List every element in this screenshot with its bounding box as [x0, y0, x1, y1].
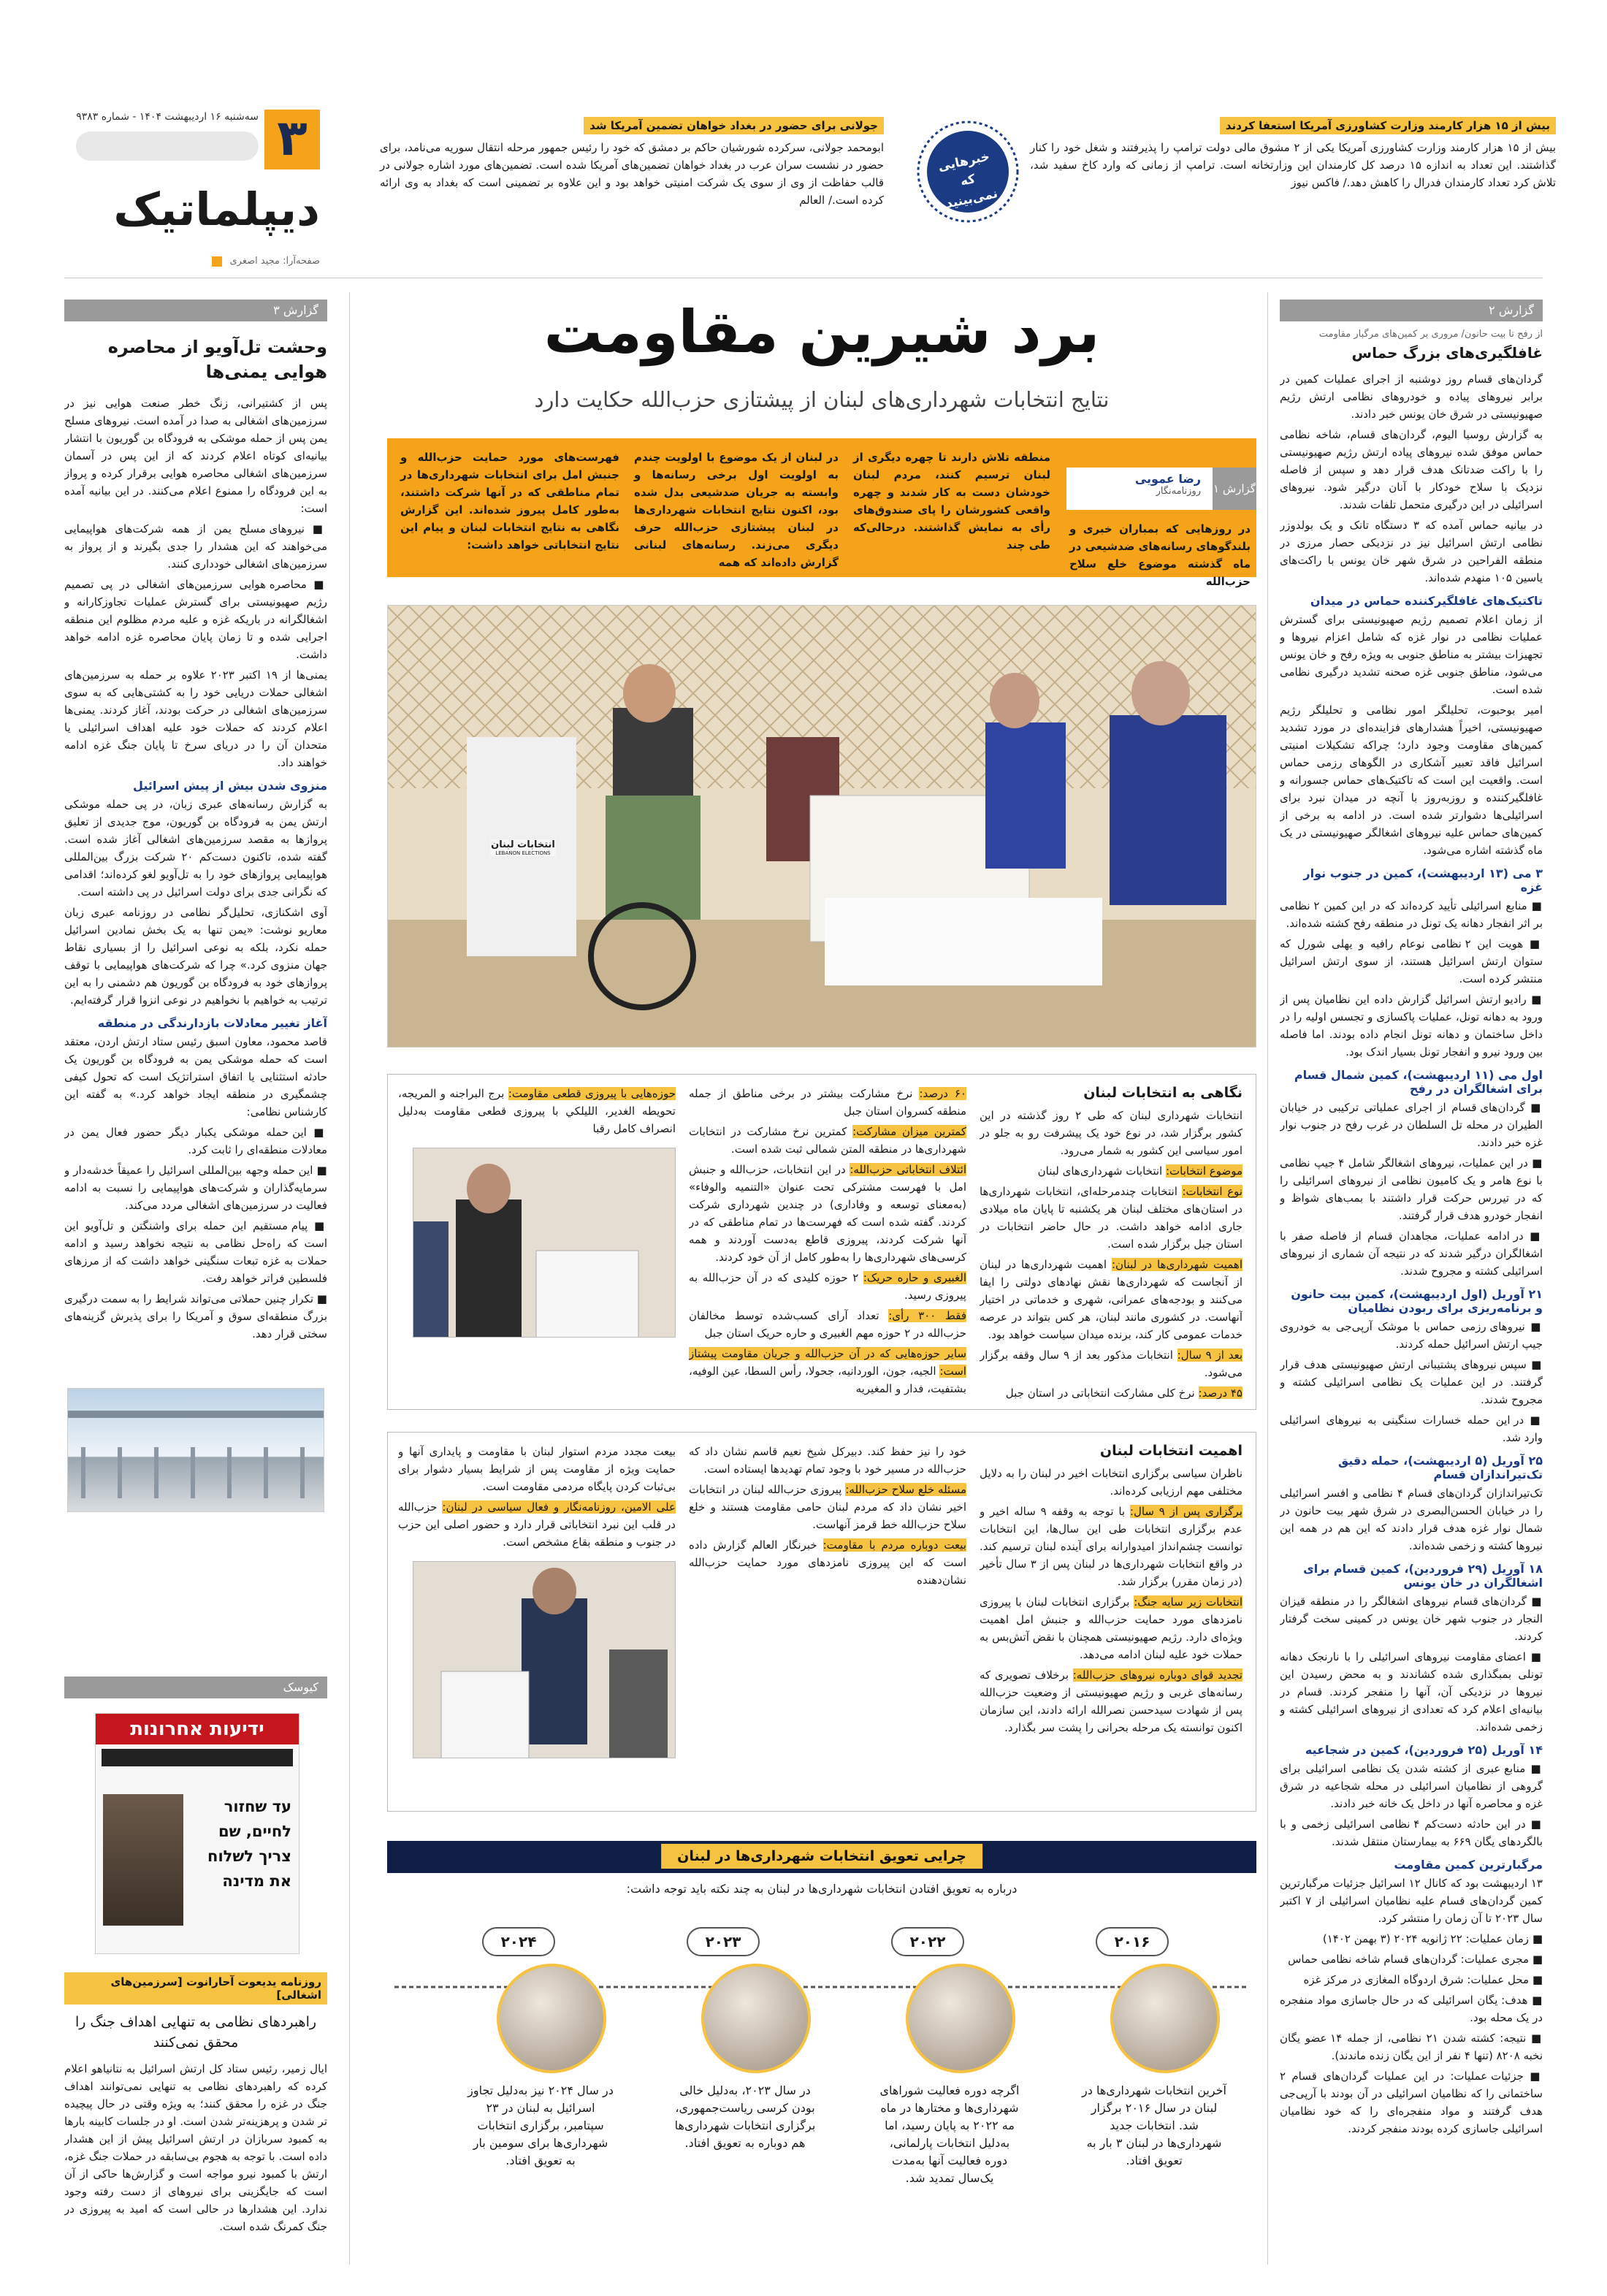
right-b7: ■ نیروهای رزمی حماس با موشک آرپی‌جی به خودروی جیپ ارتش اسرائیل حمله کردند.	[1280, 1320, 1543, 1351]
right-b18: ■ نتیجه: کشته شدن ۲۱ نظامی، از جمله ۱۴ عضو یگان نخبه ۸۲۰۸ (تنها ۴ نفر از این یگان زنده ماندند).	[1280, 2032, 1543, 2062]
left-b1: ■ نیروهای مسلح یمن از همه شرکت‌های هواپیمایی می‌خواهند که این هشدار را جدی بگیرند و از پرواز به سرزمین‌های اشغالی خودداری کنند.	[64, 522, 327, 571]
divider-left	[349, 292, 350, 2265]
section-a-item2: نوع انتخابات: انتخابات چندمرحله‌ای، انتخابات شهرداری‌ها در استان‌های مختلف لبنان هر یکشنبه تا پایان ماه میلادی جاری ادامه خواهد داشت. در حال حاضر انتخابات در استان جبل برگزار شده است.	[980, 1185, 1243, 1251]
right-s3: اول می (۱۱ اردیبهشت)، کمین شمال قسام برای اشغالگران در رفح	[1294, 1068, 1543, 1096]
kiosk-body: ایال زمیر، رئیس ستاد کل ارتش اسرائیل به نتانیاهو اعلام کرده که راهبردهای نظامی به تنهایی نمی‌توانند اهداف جنگ در غزه را محقق کنند؛ به ویژه وقتی در حال پیچیده تر شدن و پرهزینه‌تر شدن است. او در جلسات کابینه بارها به کمبود سربازان در ارتش اسرائیل پیش از این هشدار داده است. با توجه به هجوم بی‌سابقه در حملات جنگ غزه، ارتش با کمبود نیرو مواجه است و گزارش‌ها حاکی از آن است که جایگزینی برای نیروهای از دست رفته وجود ندارد. این هشدارها در حالی است که امید به پیروزی در جنگ کمرنگ شده است.	[64, 2062, 327, 2233]
section-a-item11: سایر حوزه‌هایی که در آن حزب‌الله و جریان مقاومت پیشتاز است: الجیه، جون، الوردانیه، جحولا، رأس السطا، عین الوفیه، بشتفیت، فدار و المغیریه	[689, 1347, 966, 1395]
right-b17: ■ هدف: یگان اسرائیلی که در حال جاسازی مواد منفجره در یک محله بود.	[1280, 1994, 1543, 2024]
section-a-col-right	[980, 1085, 1243, 1399]
timeline-year: ۲۰۱۶	[1096, 1927, 1169, 1956]
page-number-box: ٣	[264, 110, 320, 169]
lead-box	[387, 438, 1256, 588]
timeline-year: ۲۰۲۳	[687, 1927, 760, 1956]
right-b14: ■ زمان عملیات: ۲۲ ژانویه ۲۰۲۴ (۳ بهمن ۱۴۰۲)	[1322, 1932, 1543, 1945]
right-b11: ■ اعضای مقاومت نیروهای اسرائیلی را با نارنجک دهانه تونلی بمبگذاری شده کشاندند و به محض رسیدن این نیروها در نزدیکی آن، آنها را منفجر کردند. قسام در بیانیه‌ای اعلام کرد که تعدادی از نیروهای اسرائیلی کشته و زخمی شده‌اند.	[1280, 1650, 1543, 1734]
left-b5: ■ پیام مستقیم این حمله برای واشنگتن و تل‌آویو این است که راه‌حل نظامی به نتیجه نخواهد رسید و ادامه حملات به غزه تبعات سنگینی خواهد داشت که از مرزهای فلسطین فراتر خواهد رفت.	[64, 1219, 327, 1285]
right-b3: ■ رادیو ارتش اسرائیل گزارش داده این نظامیان پس از ورود به دهانه تونل، عملیات پاکسازی و تجسس اولیه را در داخل ساختمان و دهانه تونل انجام داده بودند. اما فاصله بین ورود نیرو و انفجار تونل بسیار اندک بود.	[1280, 993, 1543, 1059]
right-s2: ۳ می (۱۳ اردیبهشت)، کمین در جنوب نوار غزه	[1303, 866, 1543, 894]
section-a-item4: بعد از ۹ سال: انتخابات مذکور بعد از ۹ سال وقفه برگزار می‌شود.	[980, 1349, 1243, 1379]
section-b-p1: ناظران سیاسی برگزاری انتخابات اخیر در لبنان را به دلایل مختلفی مهم ارزیابی کرده‌اند.	[980, 1467, 1243, 1498]
right-b12: ■ منابع عبری از کشته شدن یک نظامی اسرائیلی برای گروهی از نظامیان اسرائیلی در محله شجاعیه در شرق غزه و محاصره آنها در داخل یک خانه خبر دادند.	[1280, 1762, 1543, 1810]
left-p1: پس از کشتیرانی، زنگ خطر صنعت هوایی نیز در سرزمین‌های اشغالی به صدا در آمده است. نیروهای مسلح یمن پس از حمله موشکی به فرودگاه بن گوریون با انتشار بیانیه‌ای کوتاه اعلام کردند که از این پس در آسمان سرزمین‌های اشغالی محاصره هوایی برقرار کرده و پرواز به این فرودگاه را ممنوع اعلام می‌کنند. در این بیانیه آمده است:	[64, 397, 327, 515]
section-a	[387, 1074, 1256, 1410]
news-item-right-title: بیش از ۱۵ هزار کارمند وزارت کشاورزی آمریکا استعفا کردند	[1220, 117, 1556, 134]
section-b-photo	[413, 1561, 676, 1758]
section-a-photo-drawing	[413, 1148, 675, 1338]
newspaper-strip	[102, 1749, 293, 1766]
masthead	[64, 110, 320, 267]
right-p5: امیر بوحبوت، تحلیلگر امور نظامی و تحلیلگر رژیم صهیونیستی، اخیراً هشدارهای فزاینده‌ای در مورد تشدید کمین‌های مقاومت وجود دارد؛ چراکه تشکیلات امنیتی اسرائیل فاقد تعبیر آشکاری در الگوهای رزمی حماس است. واقعیت این است که تاکتیک‌های حماس جسورانه و غافلگیرکننده و روزبه‌روز با آنچه در میدان نبرد برای اسرائیلی‌ها دشوارتر شده است. در ادامه به برخی از کمین‌های حماس علیه نیروهای اشغالگر صهیونیستی در یک ماه گذشته اشاره می‌شود.	[1280, 703, 1543, 857]
left-p4: آوی اشکنازی، تحلیل‌گر نظامی در روزنامه عبری زبان معاریو نوشت: «یمن تنها به یک بخش نمادین اسرائیل حمله نکرد، بلکه به نوعی اسرائیل را از بسیاری نقاط جهان منزوی کرد.» چرا که شرکت‌های هواپیمایی با توقف پروازهای خود به فرودگاه بن گوریون هم دشمنی را به این ترتیب به خواهیم با نخواهیم در نوعی انزوا قرار گرفته‌ایم.	[64, 906, 327, 1007]
author-name: رضا عمویی	[1134, 472, 1201, 486]
section-title: دیپلماتیک	[113, 183, 320, 236]
section-b-item6: علی الامین، روزنامه‌نگار و فعال سیاسی در لبنان: حزب‌الله در قلب این نبرد انتخاباتی قرار دارد و حضور اصلی این حزب در جنوب و منطقه بقاع مشخص است.	[398, 1500, 676, 1549]
section-a-item3: اهمیت شهرداری‌ها در لبنان: اهمیت شهرداری‌ها در لبنان از آنجاست که شهرداری‌ها نقش نهادهای دولتی را ایفا می‌کنند و بودجه‌های عمرانی، شهری و خدماتی در اختیار آنهاست. در کشوری مانند لبنان، هر کس بتواند در عرصه خدمات عمومی کار کند، برنده میدان سیاست خواهد بود.	[980, 1258, 1243, 1341]
timeline-text: آخرین انتخابات شهرداری‌ها در لبنان در سال ۲۰۱۶ برگزار شد. انتخابات جدید شهرداری‌ها در لبنان ۳ بار به تعویق افتاد.	[1082, 2083, 1226, 2167]
right-column	[1280, 300, 1543, 2272]
section-a-item5: ۴۵ درصد: نرخ کلی مشارکت انتخاباتی در استان جبل	[1005, 1387, 1243, 1399]
newspaper-line-1: עד שחזור	[224, 1798, 291, 1815]
right-p6: تک‌تیراندازان گردان‌های قسام ۴ نظامی و افسر اسرائیلی را در خیابان الحسن‌البصری در شرق شهر بیت حانون در شمال نوار غزه هدف قرار دادند که این هم در همه این نیروها کشته و زخمی شده‌اند.	[1280, 1487, 1543, 1552]
lead-mid-left-text: در لبنان از یک موضوع با اولویت چندم به اولویت اول برخی رسانه‌ها و وابسته به جریان ضدشیعی بدل شده بود، اکنون نتایج انتخابات شهرداری‌ها در لبنان پیشتازی حزب‌الله حرف دیگری می‌زند. رسانه‌های لبنانی گزارش داده‌اند که همه	[634, 451, 839, 569]
section-a-p1: انتخابات شهرداری لبنان که طی ۲ روز گذشته در این کشور برگزار شد، در نوع خود یک پیشرفت رو به جلو در امور سیاسی این کشور به شمار می‌رود.	[980, 1109, 1243, 1157]
news-item-left-body: ابومحمد جولانی، سرکرده شورشیان حاکم بر دمشق که خود را رئیس جمهور مرحله انتقال سوریه می‌نامد، برای حضور در نشست سران عرب در بغداد خواهان تضمین‌های آمریکا شده است. تضمین‌های مورد اشاره جولانی در قالب حفاظت از وی از سوی یک شرکت امنیتی خواهد بود و این علاوه بر تضمینی است که بغداد به وی ارائه کرده است./ العالم	[380, 141, 884, 207]
report-tag-2: گزارش ۲	[1280, 300, 1543, 321]
right-s6: ۱۸ آوریل (۲۹ فروردین)، کمین قسام برای اشغالگران در خان یونس	[1303, 1562, 1543, 1590]
timeline-text: اگرچه دوره فعالیت شوراهای شهرداری‌ها و مختارها در ماه مه ۲۰۲۲ به پایان رسید، اما به‌دلیل انتخابات پارلمانی، دوره فعالیت آنها به‌مدت یک‌سال تمدید شد.	[879, 2083, 1020, 2185]
section-a-item6: ۶۰ درصد: نرخ مشارکت بیشتر در برخی مناطق از جمله منطقه کسروان استان جبل	[689, 1087, 966, 1118]
right-b15: ■ مجری عملیات: گردان‌های قسام شاخه نظامی حماس	[1288, 1953, 1543, 1966]
author-role: روزنامه‌نگار	[1156, 486, 1201, 497]
newspaper-line-4: את מדינה	[222, 1872, 291, 1890]
right-p4: از زمان اعلام تصمیم رژیم صهیونیستی برای گسترش عملیات نظامی در نوار غزه که شامل اعزام نیروها و تجهیزات بیشتر به مناطق جنوبی به ویژه رفح و خان یونس می‌شود، مناطق جنوبی غزه صحنه تشدید درگیری نظامی شده است.	[1280, 613, 1543, 696]
timeline-photo	[497, 1964, 606, 2073]
right-b6: ■ در ادامه عملیات، مجاهدان قسام از فاصله صفر با اشغالگران درگیر شدند که در نتیجه آن شماری از نیروهای اسرائیلی کشته و مجروح شدند.	[1280, 1229, 1543, 1278]
right-b4: ■ گردان‌های قسام از اجرای عملیاتی ترکیبی در خیابان الطیران در محله تل السلطان در غرب رفح در جنوب نوار غزه خبر دادند.	[1280, 1101, 1543, 1149]
kiosk-bar	[64, 1677, 327, 1698]
section-a-col-mid	[689, 1085, 966, 1399]
newspaper-line-2: לחיים, שם	[218, 1823, 291, 1840]
news-item-right	[1030, 117, 1556, 194]
section-b-col-right	[980, 1443, 1243, 1801]
left-p2: یمنی‌ها از ۱۹ اکتبر ۲۰۲۳ علاوه بر حمله به سرزمین‌های اشغالی حملات دریایی خود را به کشتی‌هایی که به سوی سرزمین‌های اشغالی در حرکت بودند، آغاز کردند. یمنی‌ها اعلام کردند که حملات خود علیه اهداف اسرائیلی یا متحدان آن را در دریای سرخ تا پایان جنگ غزه ادامه خواهند داد.	[64, 668, 327, 769]
section-b-item5: بیعت دوباره مردم با مقاومت: خبرنگار العالم گزارش داده است که این پیروزی نامزدهای مورد حمایت حزب‌الله نشان‌دهنده	[689, 1538, 966, 1587]
section-b-p3: بیعت مجدد مردم استوار لبنان با مقاومت و پایداری آنها و حمایت ویژه از مقاومت پس از شرایط بسیار دشوار برای بی‌ثبات کردن پایگاه مردمی مقاومت است.	[398, 1445, 676, 1493]
section-a-item9: الغبیری و حاره حریک: ۲ حوزه کلیدی که در آن حزب‌الله به پیروزی رسید.	[689, 1271, 966, 1302]
section-b-title: اهمیت انتخابات لبنان	[1099, 1443, 1243, 1459]
right-b10: ■ گردان‌های قسام نیروهای اشغالگر را در منطقه قیزان النجار در جنوب شهر خان یونس در کمینی سخت گرفتار کردند.	[1280, 1595, 1543, 1643]
left-b6: ■ تکرار چنین حملاتی می‌تواند شرایط را به سمت درگیری بزرگ منطقه‌ای سوق و آمریکا را برای پذیرش گزینه‌های سختی قرار دهد.	[64, 1292, 327, 1340]
right-b9: ■ در این حمله خسارات سنگینی به نیروهای اسرائیلی وارد شد.	[1280, 1414, 1543, 1444]
airport-photo	[67, 1388, 324, 1512]
right-b5: ■ در این عملیات، نیروهای اشغالگر شامل ۴ جیپ نظامی با نوع هامر و یک کامیون نظامی از نیروهای اسرائیلی را که در تیررس حرکت قرار داشتند با بمب‌های شواظ و انفجار خودرو هدف قرار گرفتند.	[1280, 1156, 1543, 1222]
kiosk-source: روزنامه یدیعوت آحارانوت [سرزمین‌های اشغالی]	[64, 1972, 327, 2005]
section-b-item4: مسئله خلع سلاح حزب‌الله: پیروزی حزب‌الله لبنان در انتخابات اخیر نشان داد که مردم لبنان حامی مقاومت هستند و خلع سلاح حزب‌الله خط قرمز آنهاست.	[689, 1483, 966, 1531]
main-photo	[387, 605, 1256, 1048]
newspaper-cover	[95, 1713, 299, 1954]
section-b-p2: خود را نیز حفظ کند. دبیرکل شیخ نعیم قاسم نشان داد که حزب‌الله در مسیر خود با وجود تمام تهدیدها ایستاده است.	[689, 1445, 966, 1476]
section-a-item12: حوزه‌هایی با پیروزی قطعی مقاومت: برج البراجنه و المریجه، تحویطه الغدیر، الليلكي با پیروزی قطعی مقاومت به‌دلیل انصراف کامل رقبا	[398, 1087, 676, 1135]
news-item-left	[380, 117, 884, 212]
left-title: وحشت تل‌آویو از محاصره هوایی یمنی‌ها	[107, 337, 327, 382]
right-title: غافلگیری‌های بزرگ حماس	[1351, 344, 1543, 362]
lead-left-text: فهرست‌های مورد حمایت حزب‌الله و جنبش امل برای انتخابات شهرداری‌ها در تمام مناطقی که در آنها شرکت داشتند، به‌طور کامل پیروز شده‌اند. این گزارش نگاهی به نتایج انتخابات لبنان و پیام این نتایج انتخاباتی خواهد داشت:	[400, 451, 619, 552]
credit-marker	[212, 256, 222, 267]
left-column	[64, 300, 327, 2257]
right-b13: ■ در این حادثه دست‌کم ۴ نظامی اسرائیلی زخمی و با بالگردهای یگان ۶۶۹ به بیمارستان منتقل شدند.	[1280, 1818, 1543, 1848]
news-badge-label: خبرهایی که نمی‌بینید	[936, 149, 999, 212]
left-p3: به گزارش رسانه‌های عبری زبان، در پی حمله موشکی ارتش یمن به فرودگاه بن گوریون، موج جدیدی از تعلیق پروازها به مقصد سرزمین‌های اشغالی آغاز شده است. گفته شده، تاکنون دست‌کم ۲۰ شرکت بزرگ بین‌المللی هواپیمایی پروازهای خود را به تل‌آویو لغو کرده‌اند؛ اقدامی که نگرانی جدی برای دولت اسرائیل در پی داشته است.	[64, 798, 327, 899]
lead-mid-right-text: منطقه تلاش دارند تا چهره دیگری از لبنان ترسیم کنند، مردم لبنان خودشان دست به کار شدند و چهره واقعی کشورشان را پای صندوق‌های رأی به نمایش گذاشتند. درحالی‌که طی چند	[853, 451, 1050, 552]
author-report-tag: گزارش ۱	[1213, 468, 1256, 510]
section-a-col-left	[398, 1085, 676, 1399]
right-s4: ۲۱ آوریل (اول اردیبهشت)، کمین بیت حانون و برنامه‌ریزی برای ربودن نظامیان	[1291, 1287, 1543, 1315]
section-a-item8: ائتلاف انتخاباتی حزب‌الله: در این انتخابات، حزب‌الله و جنبش امل با فهرست مشترکی تحت عنوان «التنمیه والوفاء» (به‌معنای توسعه و وفاداری) در چندین شهرداری شرکت کردند. گفته شده است که فهرست‌ها در تمام مناطقی که در آنها شرکت کردند، پیروزی قاطع به‌دست آوردند و همه کرسی‌های شهرداری‌ها را به‌طور کامل از آن خود کردند.	[689, 1163, 966, 1264]
section-a-item7: کمترین میزان مشارکت: کمترین نرخ مشارکت در انتخابات شهرداری‌ها در منطقه المتن شمالی ثبت شده است.	[689, 1125, 966, 1156]
divider-right	[1267, 292, 1268, 2265]
news-badge	[906, 117, 1030, 226]
airport-photo-drawing	[67, 1389, 324, 1512]
section-b-col-left	[398, 1443, 676, 1801]
timeline-title-bar	[387, 1841, 1256, 1873]
right-b16: ■ محل عملیات: شرق اردوگاه المغازی در مرکز غزه	[1303, 1973, 1543, 1986]
newspaper-photo	[103, 1794, 183, 1926]
timeline-text: در سال ۲۰۲۴ نیز به‌دلیل تجاوز اسرائیل به لبنان در ۲۳ سپتامبر، برگزاری انتخابات شهرداری‌ها برای سومین بار به تعویق افتاد.	[467, 2083, 614, 2167]
right-p2: به گزارش روسیا الیوم، گردان‌های قسام، شاخه نظامی حماس موفق شده نیروهای پیاده ارتش رژیم صهیونیستی را با راکت ضدتانک هدف قرار دهد و سپس از فاصله نزدیک با سلاح خودکار با آنان درگیر شود. نیروهای اسرائیلی در این درگیری متحمل تلفات شدند.	[1280, 428, 1543, 511]
editor-credit: صفحه‌آرا: مجید اصغری	[212, 256, 320, 267]
left-sub1: منزوی شدن بیش از پیش اسرائیل	[133, 779, 327, 793]
kiosk-tag: کیوسک	[64, 1677, 327, 1698]
right-p1: گردان‌های قسام روز دوشنبه از اجرای عملیات کمین در برابر نیروهای پیاده و خودروهای نظامی ارتش رژیم صهیونیستی در شرق خان یونس خبر دادند.	[1280, 373, 1543, 421]
right-b19: ■ جزئیات عملیات: در این عملیات گردان‌های قسام ۲ ساختمانی را که نظامیان اسرائیلی در آن بودند با آرپی‌جی هدف گرفتند و مواد منفجره‌ای را که خود نظامیان اسرائیلی جاسازی کرده بودند منفجر کردند.	[1280, 2070, 1543, 2135]
subheadline: نتایج انتخابات شهرداری‌های لبنان از پیشتازی حزب‌الله حکایت دارد	[534, 387, 1110, 412]
section-b-item2: انتخابات زیر سایه جنگ: برگزاری انتخابات لبنان با پیروزی نامزدهای مورد حمایت حزب‌الله و جنبش امل اهمیت ویژه‌ای دارد. رژیم صهیونیستی همچنان با نقض آتش‌بس به حملات خود علیه لبنان ادامه می‌دهد.	[980, 1595, 1243, 1661]
kiosk-text	[64, 1972, 327, 2257]
section-b-col-mid	[689, 1443, 966, 1801]
timeline-year: ۲۰۲۲	[891, 1927, 964, 1956]
newspaper-masthead: ידיעות אחרונות	[96, 1714, 299, 1744]
news-item-left-title: جولانی برای حضور در بغداد خواهان تضمین آمریکا شد	[584, 117, 884, 134]
right-p3: در بیانیه حماس آمده که ۳ دستگاه تانک و یک بولدوزر نظامی ارتش اسرائیل نیز در نزدیکی حصار مرزی در منطقه الفراحین در شرق شهر خان یونس با راکت‌های یاسین ۱۰۵ منهدم شده‌اند.	[1280, 519, 1543, 584]
timeline-photo	[906, 1964, 1015, 2073]
left-b2: ■ محاصره هوایی سرزمین‌های اشغالی در پی تصمیم رژیم صهیونیستی برای گسترش عملیات تجاوزکارانه و اشغالگرانه در باریکه غزه و علیه مردم مظلوم این منطقه اجرایی شده و تا زمان پایان محاصره غزه ادامه خواهد داشت.	[64, 578, 327, 661]
right-p7: ۱۳ اردیبهشت بود که کانال ۱۲ اسرائیل جزئیات مرگبارترین کمین گردان‌های قسام علیه نظامیان اسرائیلی از ۷ اکتبر سال ۲۰۲۳ تا آن زمان را منتشر کرد.	[1280, 1877, 1543, 1925]
section-b-item1: برگزاری پس از ۹ سال: با توجه به وقفه ۹ ساله اخیر و عدم برگزاری انتخابات طی این سال‌ها، این انتخابات توانست چشم‌انداز امیدوارانه برای آینده لبنان ترسیم کند. در واقع انتخابات شهرداری‌ها در لبنان پس از ۳ سال تأخیر (در زمان مقرر) برگزار شد.	[980, 1505, 1243, 1588]
section-a-item1: موضوع انتخابات: انتخابات شهرداری‌های لبنان	[1037, 1164, 1243, 1178]
date-line: سه‌شنبه ۱۶ اردیبهشت ۱۴۰۴ - شماره ۹۳۸۳	[76, 111, 259, 123]
right-s1: تاکتیک‌های غافلگیرکننده حماس در میدان	[1310, 594, 1543, 608]
timeline-intro: درباره به تعویق افتادن انتخابات شهرداری‌ها در لبنان به چند نکته باید توجه داشت:	[626, 1882, 1018, 1896]
section-b	[387, 1432, 1256, 1812]
lead-author	[1066, 468, 1256, 510]
ballot-label-en: LEBANON ELECTIONS	[495, 850, 551, 856]
report-tag-3: گزارش ۳	[64, 300, 327, 321]
kiosk-title: راهبرد‌های نظامی به تنهایی اهداف جنگ را محقق نمی‌کنند	[75, 2014, 317, 2051]
headline: برد شیرین مقاومت	[543, 298, 1100, 366]
timeline	[387, 1841, 1256, 2257]
brand-stripe	[76, 131, 259, 161]
timeline-text: در سال ۲۰۲۳، به‌دلیل خالی بودن کرسی ریاست‌جمهوری، برگزاری انتخابات شهرداری‌ها هم دوباره به تعویق افتاد.	[674, 2083, 816, 2150]
right-s7: ۱۴ آوریل (۲۵ فروردین)، کمین در شجاعیه	[1305, 1743, 1543, 1757]
left-sub2: آغاز تغییر معادلات بازدارندگی در منطقه	[97, 1016, 327, 1030]
section-a-photo	[413, 1148, 676, 1338]
timeline-title: چرایی تعویق انتخابات شهرداری‌ها در لبنان	[661, 1844, 982, 1869]
left-b3: ■ این حمله موشکی یکبار دیگر حضور فعال یمن در معادلات منطقه‌ای را ثابت کرد.	[64, 1126, 327, 1156]
section-b-photo-drawing	[413, 1562, 675, 1758]
newspaper-line-3: צריך לשלוח	[207, 1847, 291, 1865]
main-photo-drawing	[387, 606, 1256, 1048]
right-b8: ■ سپس نیروهای پشتیبانی ارتش صهیونیستی هدف قرار گرفتند. در این عملیات یک نظامی اسرائیلی کشته و مجروح شدند.	[1280, 1358, 1543, 1406]
timeline-photo	[701, 1964, 811, 2073]
section-b-item3: تجدید قوای دوباره نیروهای حزب‌الله: برخلاف تصویری که رسانه‌های غربی و رژیم صهیونیستی از وضعیت حزب‌الله پس از شهادت سیدحسن نصرالله ارائه دادند، این سازمان اکنون توانسته یک مرحله بحرانی را پشت سر بگذارد.	[980, 1668, 1243, 1734]
right-s5: ۲۵ آوریل (۵ اردیبهشت)، حمله دقیق تک‌تیراندازان قسام	[1337, 1454, 1543, 1481]
right-b2: ■ هویت این ۲ نظامی نوعام رافیه و یهلی شورل که ستوان ارتش اسرائیل هستند، از سوی ارتش اسرائیل منتشر کرده است.	[1280, 937, 1543, 985]
newspaper-headline	[182, 1794, 291, 1893]
section-a-item10: فقط ۳۰۰ رأی: تعداد آرای کسب‌شده توسط مخالفان حزب‌الله در ۲ حوزه مهم الغبیری و حاره حریک استان جبل	[689, 1309, 966, 1340]
news-tabs	[380, 117, 1556, 234]
ballot-label-ar: انتخابات لبنان	[491, 839, 555, 850]
right-s8: مرگبارترین کمین مقاومت	[1394, 1858, 1543, 1872]
left-b4: ■ این حمله وجهه بین‌المللی اسرائیل را عمیقاً خدشه‌دار و سرمایه‌گذاران و شرکت‌های هواپیمایی را نسبت به ادامه فعالیت در سرزمین‌های اشغالی مردد می‌کند.	[64, 1164, 327, 1212]
right-b1: ■ منابع اسرائیلی تأیید کرده‌اند که در این کمین ۲ نظامی بر اثر انفجار دهانه یک تونل در منطقه رفح کشته شده‌اند.	[1280, 899, 1543, 930]
timeline-year: ۲۰۲۴	[482, 1927, 555, 1956]
news-item-right-body: بیش از ۱۵ هزار کارمند وزارت کشاورزی آمریکا یکی از ۲ مشوق مالی دولت ترامپ را پذیرفتند و شغل خود را کنار گذاشتند. این تعداد به اندازه ۱۵ درصد کل کارمندان این وزارتخانه است. ترامپ از زمانی که وارد کاخ سفید شد، تلاش کرد تعداد کارمندان فدرال را کاهش دهد./ فاکس نیوز	[1030, 141, 1557, 189]
section-a-title: نگاهی به انتخابات لبنان	[1083, 1085, 1243, 1101]
right-kicker: از رفح تا بیت حانون/ مروری بر کمین‌های مرگبار مقاومت	[1318, 329, 1543, 340]
ballot-label	[490, 839, 556, 856]
timeline-photo	[1110, 1964, 1220, 2073]
left-p5: قاصد محمود، معاون اسبق رئیس ستاد ارتش اردن، معتقد است که حمله موشکی یمن به فرودگاه بن گوریون یک حادثه استثنایی یا اتفاق استراتژیک است که تحول کیفی چشمگیری در منطقه ایجاد خواهد کرد.» به گفته این کارشناس نظامی:	[64, 1035, 327, 1118]
lead-right-text: در روزهایی که بمباران خبری و بلندگوهای رسانه‌های ضدشیعی در ماه گذشته موضوع خلع سلاح حزب‌الله	[1069, 522, 1251, 588]
